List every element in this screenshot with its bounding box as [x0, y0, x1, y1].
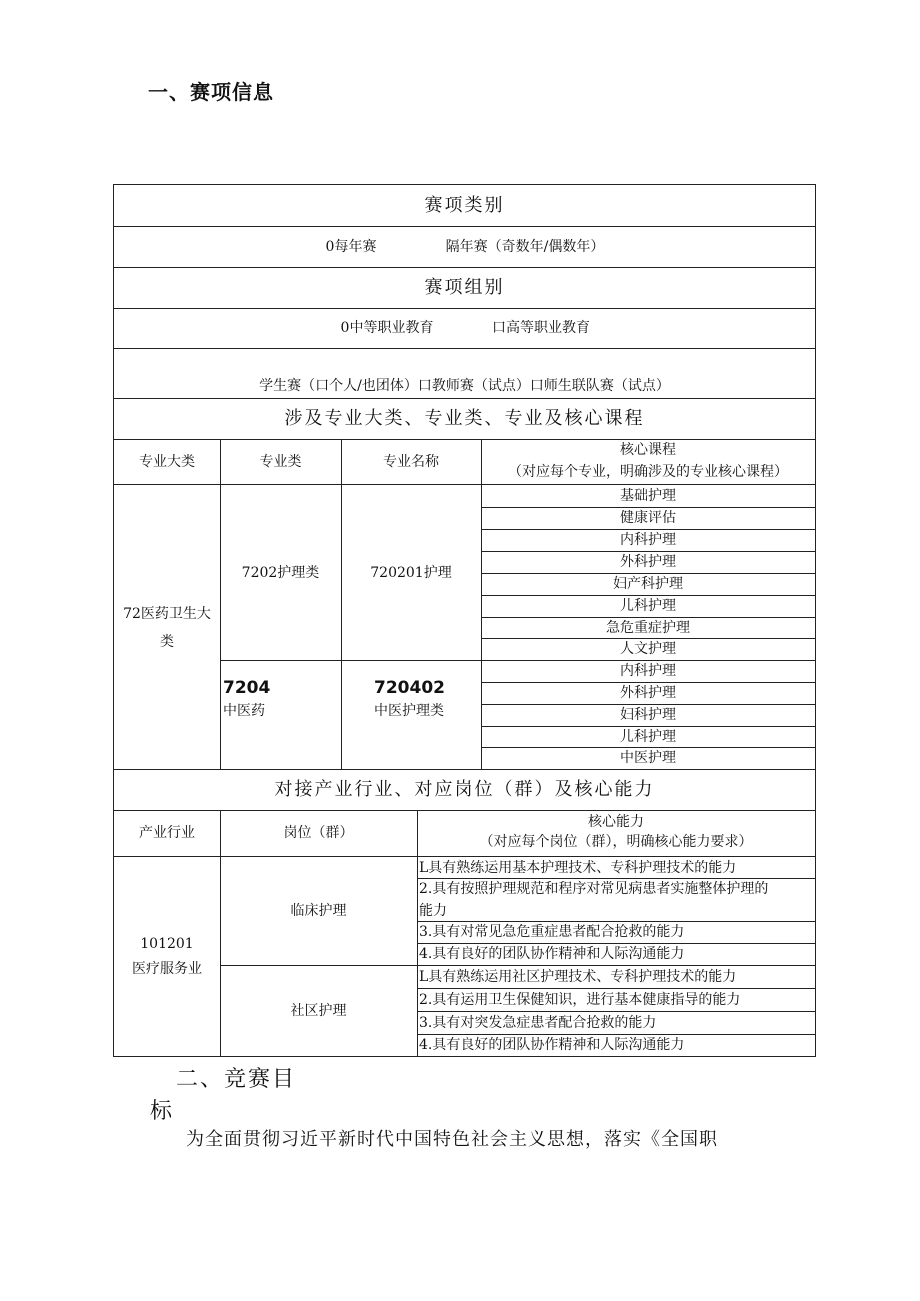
body-paragraph: 为全面贯彻习近平新时代中国特色社会主义思想，落实《全国职	[186, 1129, 718, 1150]
ability-item: 3.具有对突发急症患者配合抢救的能力	[419, 1014, 657, 1031]
col-major-name: 专业名称	[383, 453, 439, 470]
majors-header: 涉及专业大类、专业类、专业及核心课程	[284, 407, 645, 429]
ability-item: 4.具有良好的团队协作精神和人际沟通能力	[419, 1037, 685, 1053]
industry-header: 对接产业行业、对应岗位（群）及核心能力	[274, 778, 655, 800]
major-class-tcm-code: 7204	[223, 678, 271, 698]
col-major-class: 专业类	[259, 453, 302, 470]
col-ability: 核心能力	[588, 814, 644, 830]
major-name-nursing: 720201护理	[370, 565, 452, 581]
col-industry: 产业行业	[139, 825, 195, 841]
option-higher-vocational[interactable]: 口高等职业教育	[492, 320, 590, 336]
course-item: 内科护理	[620, 532, 676, 548]
col-ability-note: （对应每个岗位（群），明确核心能力要求）	[479, 834, 753, 850]
ability-item: 2.具有运用卫生保健知识，进行基本健康指导的能力	[419, 991, 741, 1008]
industry-name: 医疗服务业	[132, 961, 202, 977]
option-secondary-vocational[interactable]: 0中等职业教育	[340, 320, 434, 336]
course-item: 内科护理	[620, 663, 676, 679]
course-item: 妇产科护理	[613, 576, 683, 592]
course-item: 外科护理	[620, 685, 676, 701]
col-post: 岗位（群）	[283, 825, 354, 841]
course-item: 健康评估	[620, 510, 676, 526]
post-community: 社区护理	[290, 1002, 347, 1019]
ability-item: 3.具有对常见急危重症患者配合抢救的能力	[419, 924, 685, 940]
course-item: 中医护理	[620, 750, 676, 766]
section-2-title-wrap: 标	[150, 1099, 173, 1124]
col-core-course: 核心课程	[620, 442, 676, 458]
course-item: 人文护理	[620, 641, 676, 657]
course-item: 妇科护理	[620, 707, 676, 723]
option-biennial[interactable]: 隔年赛（奇数年/偶数年）	[445, 238, 605, 255]
major-name-tcm-name: 中医护理类	[374, 703, 444, 719]
participant-types[interactable]: 学生赛（口个人/也团体）口教师赛（试点）口师生联队赛（试点）	[259, 377, 670, 394]
course-item: 基础护理	[620, 488, 676, 504]
major-category-line1: 72医药卫生大	[123, 606, 211, 622]
competition-info-table	[113, 184, 816, 1057]
ability-item-continued: 能力	[419, 902, 447, 919]
ability-item: 2.具有按照护理规范和程序对常见病患者实施整体护理的	[419, 881, 769, 897]
course-item: 急危重症护理	[606, 619, 690, 636]
group-header: 赛项组别	[424, 276, 505, 298]
col-major-category: 专业大类	[139, 453, 195, 470]
ability-item: L具有熟练运用基本护理技术、专科护理技术的能力	[419, 859, 737, 876]
major-class-tcm-name: 中医药	[223, 703, 265, 719]
section-1-title: 一、赛项信息	[148, 80, 274, 104]
option-annual[interactable]: 0每年赛	[325, 238, 377, 255]
category-header: 赛项类别	[424, 194, 505, 216]
course-item: 儿科护理	[620, 598, 676, 614]
post-clinical: 临床护理	[290, 902, 347, 919]
major-class-nursing: 7202护理类	[241, 565, 320, 581]
ability-item: 4.具有良好的团队协作精神和人际沟通能力	[419, 946, 685, 962]
major-name-tcm-code: 720402	[374, 678, 445, 698]
ability-item: L具有熟练运用社区护理技术、专科护理技术的能力	[419, 969, 737, 985]
course-item: 儿科护理	[620, 728, 676, 745]
section-2-title: 二、竞赛目	[176, 1067, 297, 1092]
industry-code: 101201	[140, 936, 194, 952]
major-category-line2: 类	[160, 634, 174, 650]
col-core-course-note: （对应每个专业，明确涉及的专业核心课程）	[508, 464, 788, 480]
course-item: 外科护理	[620, 554, 676, 570]
